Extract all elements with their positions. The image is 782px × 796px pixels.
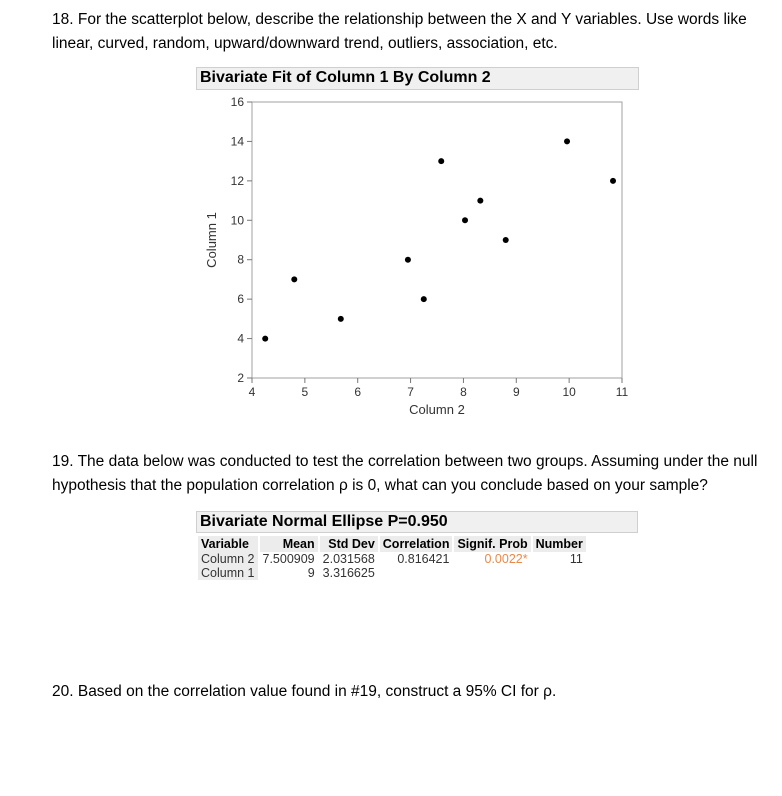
data-point xyxy=(291,276,297,282)
cell: Column 1 xyxy=(198,566,258,580)
ellipse-title: Bivariate Normal Ellipse P=0.950 xyxy=(196,511,638,533)
x-axis-label: Column 2 xyxy=(409,402,465,417)
table-row xyxy=(198,552,586,566)
question-18: 18. For the scatterplot below, describe the relationship between the X and Y variables. Use words like linear, curved, random, upward/downward trend, outliers, association, etc. xyxy=(52,11,747,52)
cell xyxy=(380,566,453,580)
data-point xyxy=(421,296,427,302)
x-tick-label: 10 xyxy=(562,385,576,399)
x-tick-label: 11 xyxy=(615,385,629,399)
col-correlation: Correlation xyxy=(380,536,453,552)
y-tick-label: 16 xyxy=(230,95,244,109)
data-point xyxy=(262,336,268,342)
x-tick-label: 9 xyxy=(512,385,520,399)
question-19: 19. The data below was conducted to test the correlation between two groups. Assuming under the null hypothesis that the population correlation ρ is 0, what can you conclude based on your sample? xyxy=(52,453,758,494)
y-tick-label: 2 xyxy=(237,371,244,385)
data-point xyxy=(338,316,344,322)
data-point xyxy=(564,138,570,144)
cell: 0.0022* xyxy=(484,552,528,566)
y-tick-label: 12 xyxy=(230,173,244,188)
data-point xyxy=(503,237,509,243)
y-tick-label: 8 xyxy=(237,252,244,267)
y-tick-label: 6 xyxy=(237,292,244,307)
cell: 2.031568 xyxy=(322,552,375,566)
cell: 9 xyxy=(307,566,315,580)
col-variable: Variable xyxy=(198,536,258,552)
x-tick-label: 7 xyxy=(407,385,414,399)
ellipse-table xyxy=(196,536,588,580)
data-point xyxy=(405,257,411,263)
cell: 7.500909 xyxy=(262,552,315,566)
cell: 11 xyxy=(569,552,583,566)
cell: 0.816421 xyxy=(397,552,450,566)
col-mean: Mean xyxy=(260,536,318,552)
scatter-plot xyxy=(190,90,650,430)
y-tick-label: 4 xyxy=(237,331,244,346)
col-signif-prob: Signif. Prob xyxy=(454,536,530,552)
y-axis-label: Column 1 xyxy=(204,212,219,268)
col-stddev: Std Dev xyxy=(320,536,378,552)
data-point xyxy=(462,217,468,223)
data-point xyxy=(477,198,483,204)
x-tick-label: 8 xyxy=(460,385,467,399)
y-tick-label: 14 xyxy=(230,134,244,149)
chart-title: Bivariate Fit of Column 1 By Column 2 xyxy=(196,67,639,90)
cell xyxy=(454,566,530,580)
question-20: 20. Based on the correlation value found in #19, construct a 95% CI for ρ. xyxy=(52,683,557,700)
cell xyxy=(533,566,586,580)
table-row xyxy=(198,566,586,580)
y-tick-label: 10 xyxy=(230,213,244,228)
data-point xyxy=(438,158,444,164)
data-point xyxy=(610,178,616,184)
x-tick-label: 6 xyxy=(354,385,362,399)
x-tick-label: 4 xyxy=(248,385,256,399)
col-number: Number xyxy=(533,536,586,552)
cell: 3.316625 xyxy=(322,566,375,580)
cell: Column 2 xyxy=(198,552,258,566)
x-tick-label: 5 xyxy=(301,385,309,399)
